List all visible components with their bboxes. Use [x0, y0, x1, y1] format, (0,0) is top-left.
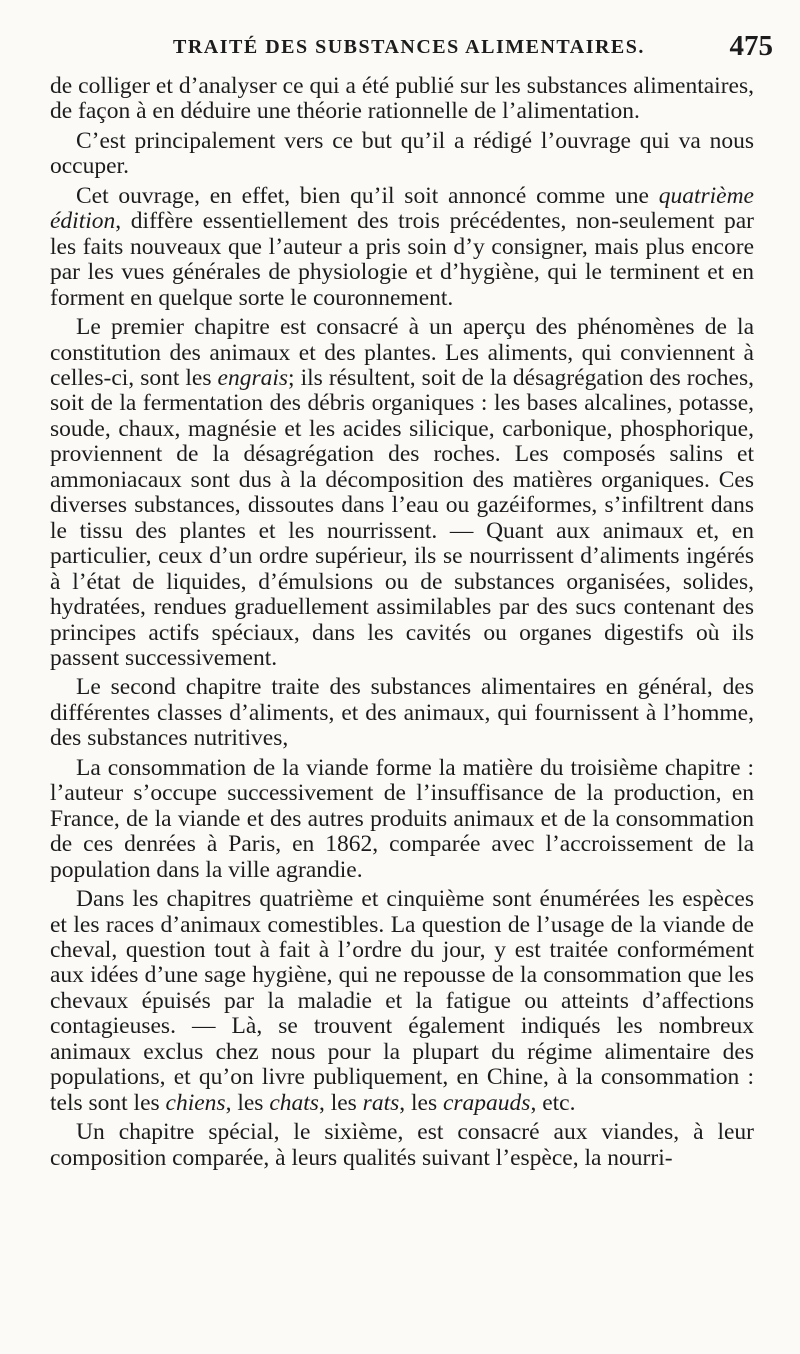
text-run: , les	[225, 1089, 270, 1116]
text-run: C’est principalement vers ce but qu’il a rédigé l’ouvrage qui va nous occuper.	[50, 127, 754, 180]
text-run: Dans les chapitres quatrième et cinquième sont énumérées les espèces et les races d’animaux comestibles. La question de l’usage de la viande de cheval, question tout à fait à l’ordre du jour, y est traitée conformément aux idées d’une sage hygiène, qui ne repousse de la consommation que les chevaux épuisés par la maladie et la fatigue ou atteints d’affections contagieuses. — Là, se trouvent également indiqués les nombreux animaux exclus chez nous pour la plupart du régime alimentaire des populations, et qu’on livre publiquement, en Chine, à la consommation : tels sont les	[50, 886, 754, 1116]
paragraph-1-continued	[50, 74, 754, 125]
text-run: ; ils résultent, soit de la désagrégation des roches, soit de la fermentation des débris organiques : les bases alcalines, potasse, soude, chaux, magnésie et les acides silicique, carbonique, phosphorique, proviennent de la désagrégation des roches. Les composés salins et ammoniacaux sont dus à la décomposition des matières organiques. Ces diverses substances, dissoutes dans l’eau ou gazéiformes, s’infiltrent dans le tissu des plantes et les nourrissent. — Quant aux animaux et, en particulier, ceux d’un ordre supérieur, ils se nourrissent d’aliments ingérés à l’état de liquides, d’émulsions ou de substances organisées, solides, hydratées, rendues graduellement assimilables par des sucs contenant des principes actifs spéciaux, dans les cavités ou organes digestifs où ils passent successivement.	[50, 364, 754, 671]
text-run: , diffère essentiellement des trois précédentes, non-seulement par les faits nouveaux que l’auteur a pris soin d’y consigner, mais plus encore par les vues générales de physiologie et d’hygiène, qui le terminent et en forment en quelque sorte le couronnement.	[50, 208, 754, 311]
paragraph-6	[50, 756, 754, 883]
italic-text-run: quatrième édition	[50, 182, 754, 235]
page-number: 475	[729, 30, 773, 62]
text-run: Un chapitre spécial, le sixième, est consacré aux viandes, à leur composition comparée, à leurs qualités suivant l’espèce, la nourri-	[50, 1119, 754, 1171]
paragraph-3	[50, 184, 754, 311]
paragraph-2	[50, 129, 754, 180]
text-run: La consommation de la viande forme la matière du troisième chapitre : l’auteur s’occupe successivement de l’insuffisance de la production, en France, de la viande et des autres produits animaux et de la consommation de ces denrées à Paris, en 1862, comparée avec l’accroissement de la population dans la ville agrandie.	[50, 754, 754, 883]
italic-text-run: crapauds	[442, 1089, 531, 1116]
text-run: Le premier chapitre est consacré à un aperçu des phénomènes de la constitution des animaux et des plantes. Les aliments, qui conviennent à celles-ci, sont les	[50, 314, 754, 391]
body-text	[50, 74, 754, 1171]
running-head	[55, 30, 775, 70]
text-run: , les	[318, 1089, 363, 1116]
text-run: Le second chapitre traite des substances alimentaires en général, des différentes classes d’aliments, et des animaux, qui fournissent à l’homme, des substances nutritives,	[50, 674, 754, 752]
italic-text-run: rats	[362, 1089, 400, 1116]
paragraph-5	[50, 675, 754, 751]
italic-text-run: engrais	[217, 364, 289, 391]
paragraph-7	[50, 887, 754, 1116]
text-run: , etc.	[530, 1089, 576, 1116]
running-title: TRAITÉ DES SUBSTANCES ALIMENTAIRES.	[173, 36, 645, 58]
text-run: Cet ouvrage, en effet, bien qu’il soit annoncé comme une	[76, 182, 659, 209]
italic-text-run: chiens	[165, 1089, 226, 1116]
italic-text-run: chats	[269, 1089, 319, 1116]
paragraph-4	[50, 315, 754, 671]
text-run: , les	[399, 1089, 443, 1116]
text-run: de colliger et d’analyser ce qui a été publié sur les substances alimentaires, de façon à en déduire une théorie rationnelle de l’alimentation.	[50, 73, 754, 125]
paragraph-8	[50, 1120, 754, 1171]
